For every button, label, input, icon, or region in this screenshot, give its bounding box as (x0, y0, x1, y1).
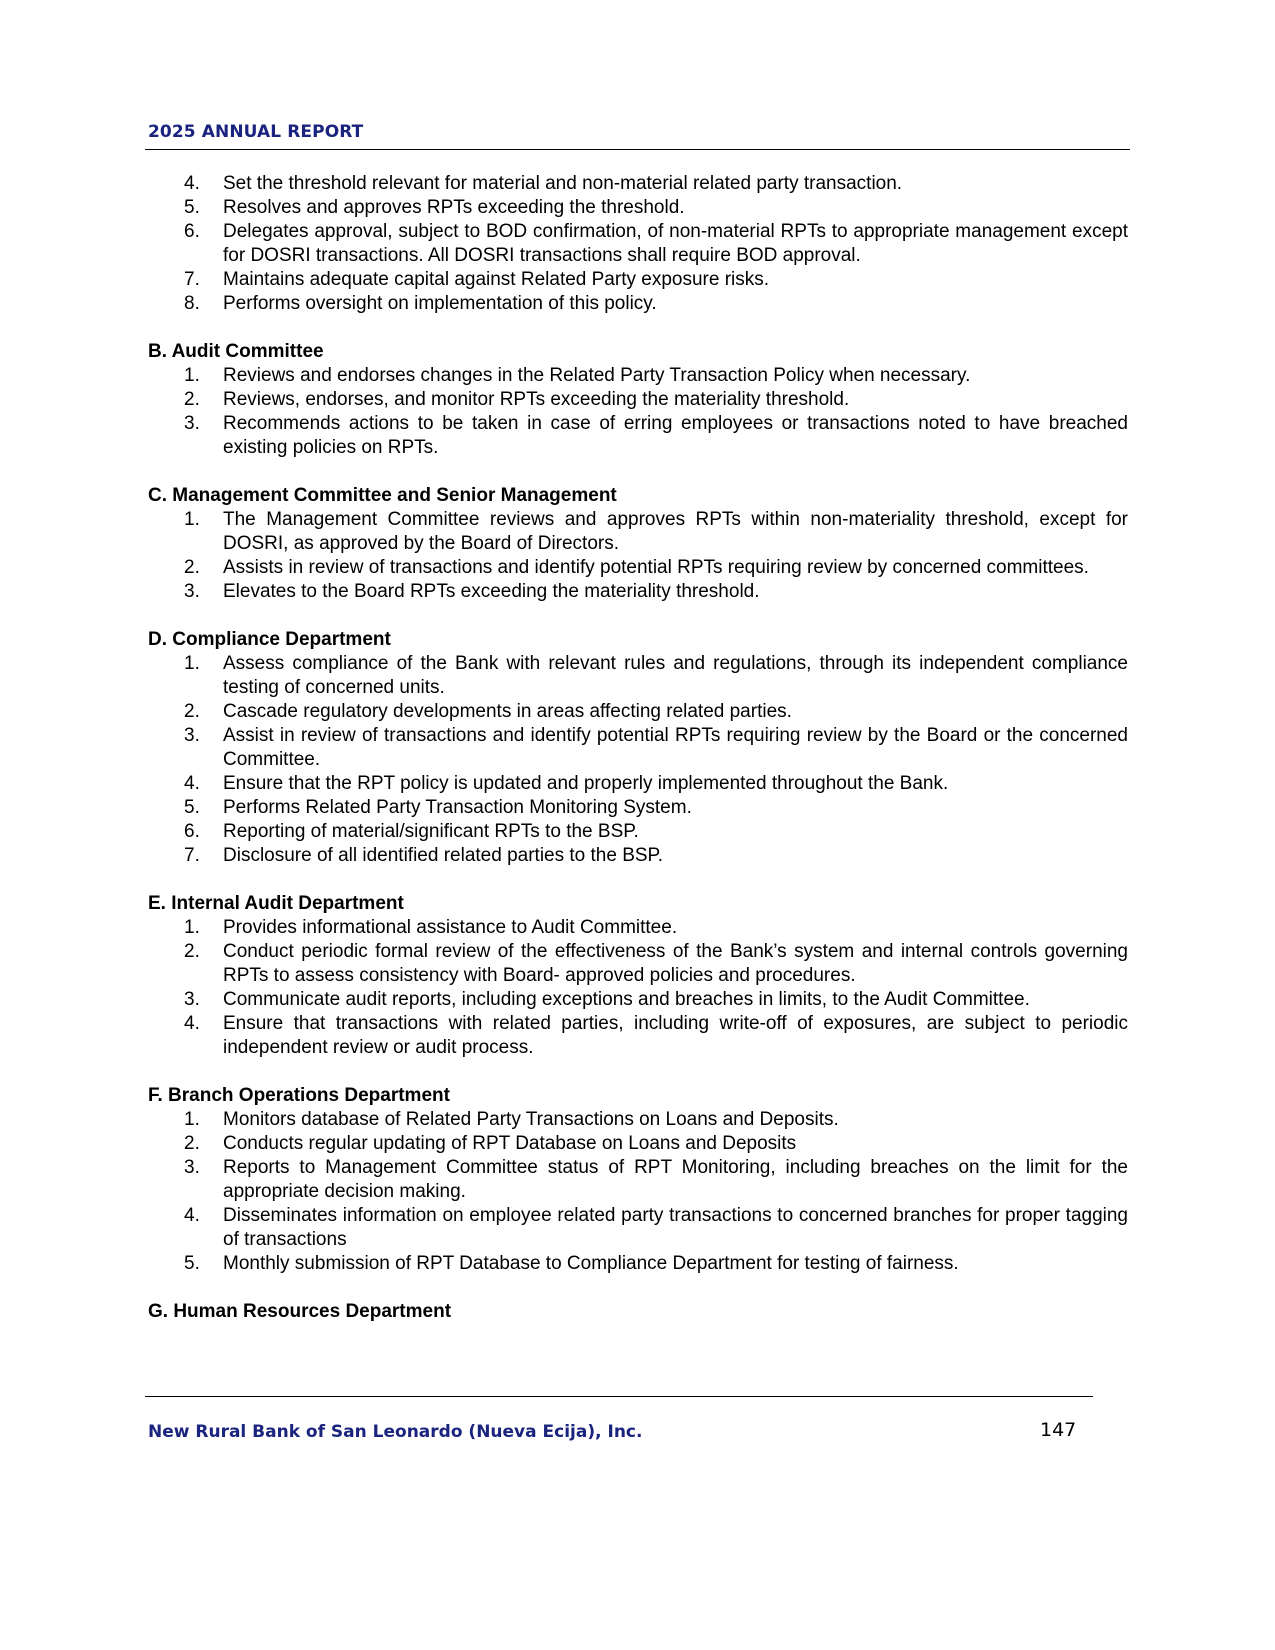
list-item (148, 292, 1128, 316)
list-text: Elevates to the Board RPTs exceeding the materiality threshold. (223, 581, 760, 602)
list-item (148, 820, 1128, 844)
list-item (148, 1252, 1128, 1276)
list-item (148, 364, 1128, 388)
list-text: Conducts regular updating of RPT Database on Loans and Deposits (223, 1133, 797, 1154)
list-text: Assist in review of transactions and identify potential RPTs requiring review by the Board or the concerned Committee. (223, 725, 1128, 770)
list-text: Ensure that the RPT policy is updated and properly implemented throughout the Bank. (223, 773, 949, 794)
list-text: Set the threshold relevant for material and non-material related party transaction. (223, 173, 903, 194)
list-number: 7. (184, 269, 200, 290)
list-item (148, 556, 1128, 580)
footer-divider (145, 1396, 1093, 1397)
list-number: 1. (184, 917, 200, 938)
branch-operations-department-list (148, 1108, 1128, 1276)
section-heading-branch-operations-department: F. Branch Operations Department (148, 1085, 450, 1106)
list-number: 5. (184, 797, 200, 818)
list-text: Reviews and endorses changes in the Related Party Transaction Policy when necessary. (223, 365, 971, 386)
list-text: Performs oversight on implementation of this policy. (223, 293, 657, 314)
list-text: Conduct periodic formal review of the effectiveness of the Bank’s system and internal controls governing RPTs to assess consistency with Board- approved policies and procedures. (223, 941, 1128, 986)
list-item (148, 700, 1128, 724)
list-number: 1. (184, 1109, 200, 1130)
list-item (148, 772, 1128, 796)
list-item (148, 988, 1128, 1012)
internal-audit-department-list (148, 916, 1128, 1060)
list-item (148, 844, 1128, 868)
list-number: 5. (184, 197, 200, 218)
list-number: 8. (184, 293, 200, 314)
list-item (148, 1204, 1128, 1252)
list-text: Cascade regulatory developments in areas affecting related parties. (223, 701, 792, 722)
list-text: The Management Committee reviews and approves RPTs within non-materiality threshold, except for DOSRI, as approved by the Board of Directors. (223, 509, 1128, 554)
list-item (148, 796, 1128, 820)
list-number: 4. (184, 773, 200, 794)
header-divider (145, 149, 1130, 150)
list-text: Resolves and approves RPTs exceeding the threshold. (223, 197, 685, 218)
list-number: 1. (184, 365, 200, 386)
section-heading-internal-audit-department: E. Internal Audit Department (148, 893, 404, 914)
compliance-department-list (148, 652, 1128, 868)
list-number: 3. (184, 725, 200, 746)
audit-committee-list (148, 364, 1128, 460)
list-number: 6. (184, 221, 200, 242)
list-number: 2. (184, 1133, 200, 1154)
list-item (148, 1132, 1128, 1156)
section-heading-audit-committee: B. Audit Committee (148, 341, 324, 362)
list-number: 1. (184, 653, 200, 674)
intro-list (148, 172, 1128, 316)
list-text: Delegates approval, subject to BOD confirmation, of non-material RPTs to appropriate management except for DOSRI transactions. All DOSRI transactions shall require BOD approval. (223, 221, 1128, 266)
list-item (148, 412, 1128, 460)
list-text: Recommends actions to be taken in case of erring employees or transactions noted to have breached existing policies on RPTs. (223, 413, 1128, 458)
list-text: Monthly submission of RPT Database to Compliance Department for testing of fairness. (223, 1253, 959, 1274)
page-number: 147 (1040, 1419, 1077, 1441)
list-text: Ensure that transactions with related parties, including write-off of exposures, are subject to periodic independent review or audit process. (223, 1013, 1128, 1058)
document-body (148, 172, 1128, 1324)
list-item (148, 1108, 1128, 1132)
list-item (148, 724, 1128, 772)
list-number: 4. (184, 1013, 200, 1034)
list-number: 4. (184, 173, 200, 194)
report-title: 2025 ANNUAL REPORT (148, 122, 364, 142)
list-number: 4. (184, 1205, 200, 1226)
list-number: 5. (184, 1253, 200, 1274)
list-text: Communicate audit reports, including exceptions and breaches in limits, to the Audit Committee. (223, 989, 1030, 1010)
list-text: Disclosure of all identified related parties to the BSP. (223, 845, 664, 866)
list-text: Reviews, endorses, and monitor RPTs exceeding the materiality threshold. (223, 389, 850, 410)
list-text: Disseminates information on employee related party transactions to concerned branches for proper tagging of transactions (223, 1205, 1128, 1250)
list-number: 3. (184, 1157, 200, 1178)
list-text: Reports to Management Committee status of RPT Monitoring, including breaches on the limit for the appropriate decision making. (223, 1157, 1128, 1202)
list-number: 3. (184, 989, 200, 1010)
list-item (148, 1156, 1128, 1204)
list-text: Monitors database of Related Party Transactions on Loans and Deposits. (223, 1109, 839, 1130)
list-item (148, 652, 1128, 700)
list-item (148, 172, 1128, 196)
list-text: Provides informational assistance to Audit Committee. (223, 917, 678, 938)
list-text: Reporting of material/significant RPTs to the BSP. (223, 821, 639, 842)
list-item (148, 1012, 1128, 1060)
list-item (148, 940, 1128, 988)
list-number: 2. (184, 557, 200, 578)
list-item (148, 220, 1128, 268)
list-number: 2. (184, 941, 200, 962)
footer-organization: New Rural Bank of San Leonardo (Nueva Ecija), Inc. (148, 1422, 643, 1442)
list-item (148, 268, 1128, 292)
list-text: Assists in review of transactions and identify potential RPTs requiring review by concerned committees. (223, 557, 1089, 578)
list-text: Performs Related Party Transaction Monitoring System. (223, 797, 692, 818)
list-number: 2. (184, 701, 200, 722)
list-number: 3. (184, 413, 200, 434)
section-heading-compliance-department: D. Compliance Department (148, 629, 391, 650)
list-text: Maintains adequate capital against Related Party exposure risks. (223, 269, 770, 290)
list-item (148, 388, 1128, 412)
list-item (148, 196, 1128, 220)
list-text: Assess compliance of the Bank with relevant rules and regulations, through its independent compliance testing of concerned units. (223, 653, 1128, 698)
list-number: 6. (184, 821, 200, 842)
list-number: 3. (184, 581, 200, 602)
list-number: 2. (184, 389, 200, 410)
management-committee-list (148, 508, 1128, 604)
list-item (148, 916, 1128, 940)
list-item (148, 508, 1128, 556)
section-heading-management-committee: C. Management Committee and Senior Management (148, 485, 617, 506)
section-heading-human-resources-department: G. Human Resources Department (148, 1301, 452, 1322)
list-number: 1. (184, 509, 200, 530)
list-number: 7. (184, 845, 200, 866)
list-item (148, 580, 1128, 604)
